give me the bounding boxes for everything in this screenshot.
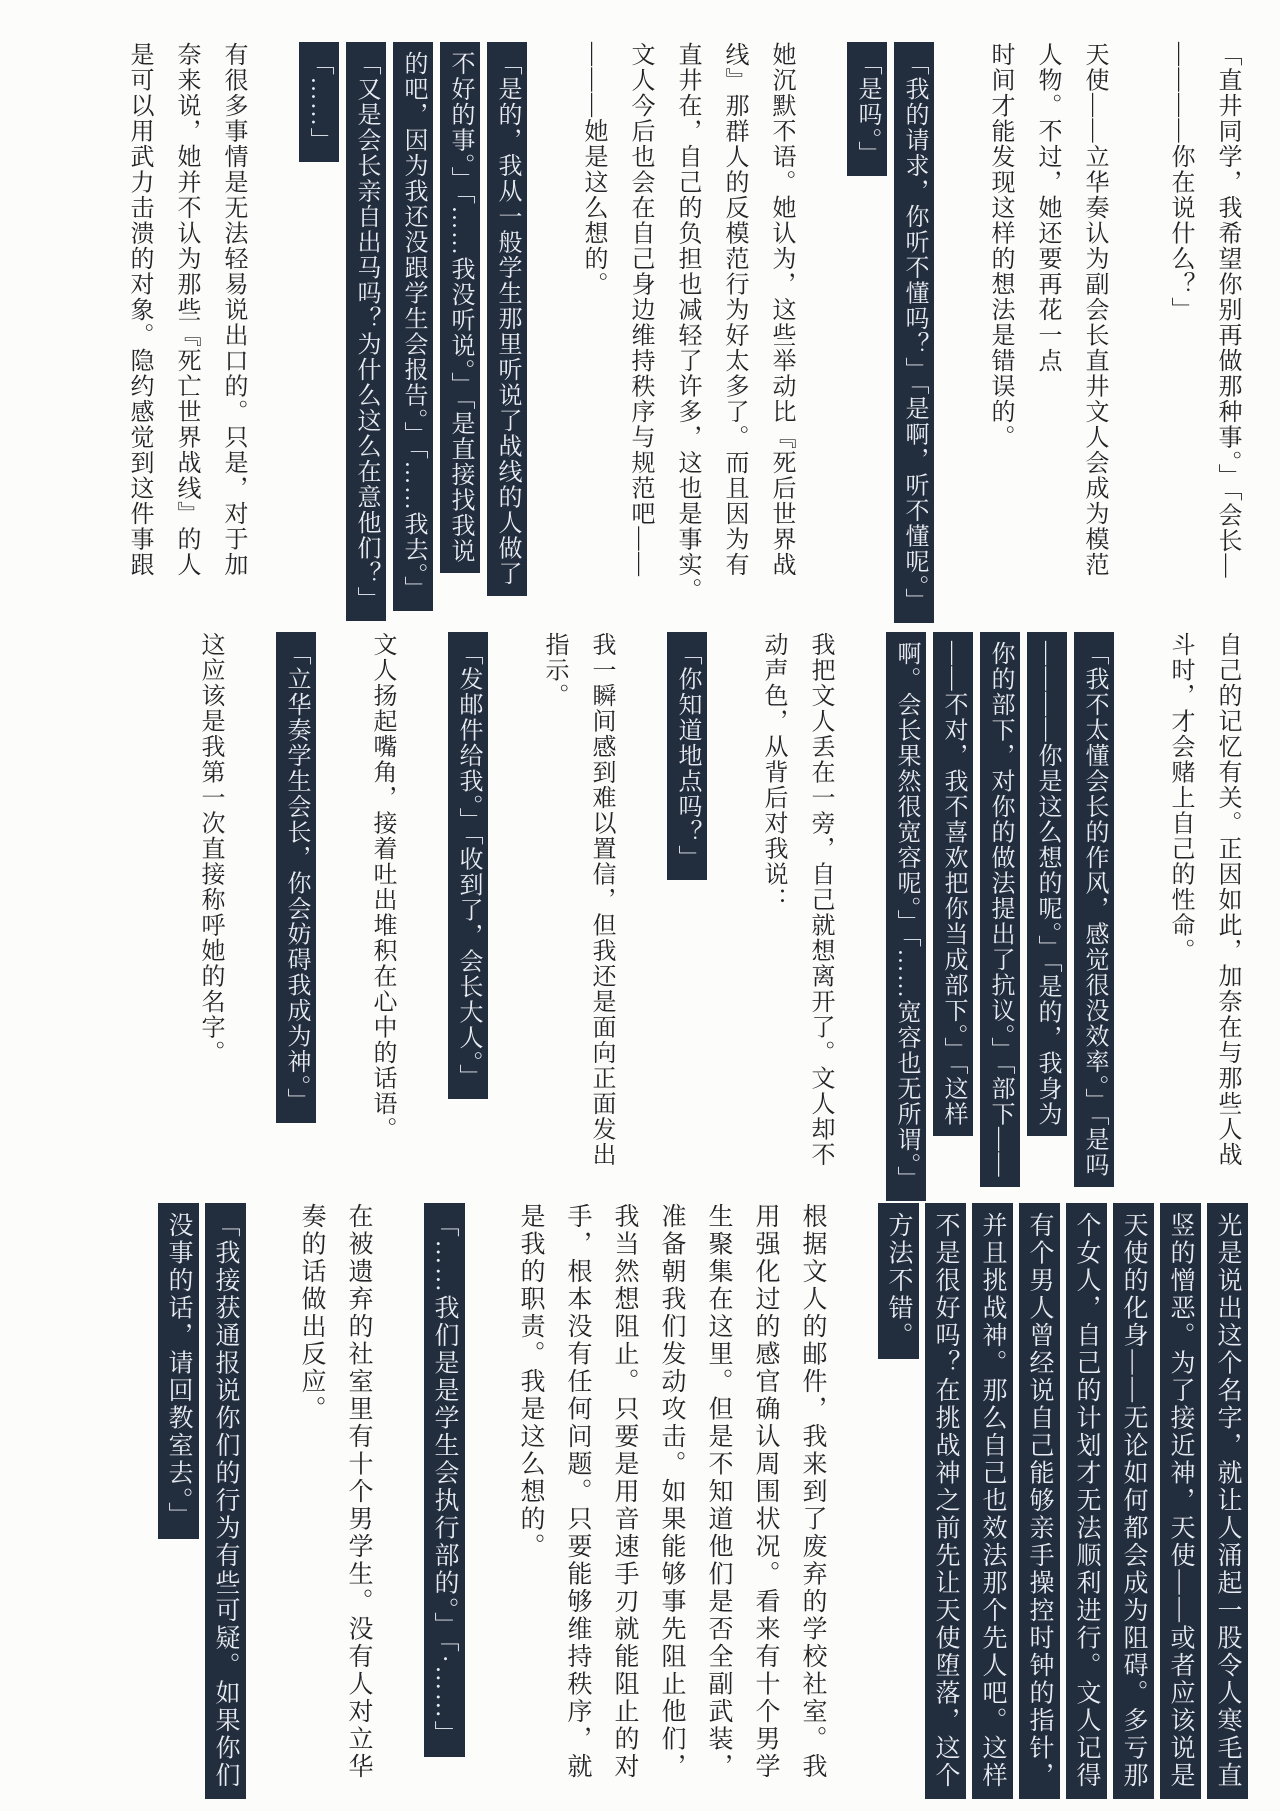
column-text: 奈来说，她并不认为那些『死亡世界战线』的人 [173, 42, 199, 578]
column-text: 个女人，自己的计划才无法顺利进行。文人记得 [1066, 1203, 1107, 1799]
column-text: 人物。不过，她还要再花一点 [1034, 42, 1060, 374]
dialogue-column [277, 632, 315, 1177]
dialogue-column [1161, 1203, 1199, 1793]
column-text: 啊。会长果然很宽容呢。」「……宽容也无所谓。」 [886, 632, 926, 1201]
column-text: 「我接获通报说你们的行为有些可疑。如果你们 [205, 1203, 246, 1799]
column-text: 时间才能发现这样的想法是错误的。 [987, 42, 1013, 450]
bottom-band [150, 1203, 1246, 1793]
narration-column [535, 632, 573, 1177]
dialogue-column [1075, 632, 1113, 1177]
narration-column [292, 1203, 330, 1793]
narration-column [668, 42, 706, 608]
column-text: 我当然想阻止。只要是用音速手刃就能阻止的对 [611, 1203, 638, 1781]
narration-column [120, 42, 158, 608]
column-text: 有很多事情是无法轻易说出口的。只是，对于加 [220, 42, 246, 578]
narration-column [801, 632, 839, 1177]
column-text: 的吧，因为我还没跟学生会报告。」「……我去。」 [393, 42, 433, 611]
column-text: 光是说出这个名字，就让人涌起一股令人寒毛直 [1207, 1203, 1248, 1799]
dialogue-column [934, 632, 972, 1177]
column-text: 是我的职责。我是这么想的。 [517, 1203, 544, 1561]
narration-column [1161, 42, 1199, 608]
top-band [111, 42, 1246, 614]
dialogue-column [668, 632, 706, 1177]
column-text: 在被遗弃的社室里有十个男学生。没有人对立华 [345, 1203, 372, 1781]
column-text: 线』那群人的反模范行为好太多了。而且因为有 [721, 42, 747, 578]
narration-column [746, 1203, 784, 1793]
dialogue-column [1067, 1203, 1105, 1793]
column-text: 天使——立华奏认为副会长直井文人会成为模范 [1081, 42, 1107, 578]
narration-column [191, 632, 229, 1177]
column-text: 有个男人曾经说自己能够亲手操控时钟的指针， [1019, 1203, 1060, 1799]
narration-column [762, 42, 800, 608]
narration-column [793, 1203, 831, 1793]
narration-column [699, 1203, 737, 1793]
column-text: 并且挑战神。那么自己也效法那个先人吧。这样 [972, 1203, 1013, 1799]
narration-column [754, 632, 792, 1177]
column-text: 指示。 [541, 632, 567, 709]
narration-column [214, 42, 252, 608]
column-text: 「是的，我从一般学生那里听说了战线的人做了 [487, 42, 527, 596]
column-text: 「立华奏学生会长，你会妨碍我成为神。」 [276, 632, 316, 1123]
narration-column [981, 42, 1019, 608]
column-text: 是可以用武力击溃的对象。隐约感觉到这件事跟 [126, 42, 152, 578]
dialogue-column [1208, 1203, 1246, 1793]
dialogue-column [1114, 1203, 1152, 1793]
dialogue-column [879, 1203, 917, 1793]
column-text: 文人今后也会在自己身边维持秩序与规范吧—— [627, 42, 653, 578]
column-text: 动声色，从背后对我说： [760, 632, 786, 913]
column-text: 「你知道地点吗？」 [667, 632, 707, 880]
dialogue-column [981, 632, 1019, 1177]
column-text: ——不对，我不喜欢把你当成部下。」「这样 [933, 632, 973, 1136]
dialogue-column [206, 1203, 244, 1793]
dialogue-column [159, 1203, 197, 1793]
narration-column [167, 42, 205, 608]
middle-band [182, 632, 1246, 1192]
column-text: 你的部下，对你的做法提出了抗议。」「部下—— [980, 632, 1020, 1187]
dialogue-column [887, 632, 925, 1192]
column-text: 不是很好吗？在挑战神之前先让天使堕落，这个 [925, 1203, 966, 1799]
narration-column [511, 1203, 549, 1793]
dialogue-column [488, 42, 526, 608]
column-text: 「直井同学，我希望你别再做那种事。」「会长— [1214, 42, 1240, 579]
dialogue-column [926, 1203, 964, 1793]
column-text: 「又是会长亲自出马吗？为什么这么在意他们？」 [346, 42, 386, 621]
column-text: 生聚集在这里。但是不知道他们是否全副武装， [705, 1203, 732, 1781]
narration-column [574, 42, 612, 608]
column-text: 准备朝我们发动攻击。如果能够事先阻止他们， [658, 1203, 685, 1781]
column-text: 我一瞬间感到难以置信，但我还是面向正面发出 [588, 632, 614, 1168]
column-text: 「我不太懂会长的作风，感觉很没效率。」「是吗 [1074, 632, 1114, 1187]
column-text: 她沉默不语。她认为，这些举动比『死后世界战 [768, 42, 794, 578]
column-text: 天使的化身——无论如何都会成为阻碍。多亏那 [1113, 1203, 1154, 1799]
dialogue-column [394, 42, 432, 608]
dialogue-column [848, 42, 886, 608]
dialogue-column [973, 1203, 1011, 1793]
column-text: 「发邮件给我。」「收到了，会长大人。」 [448, 632, 488, 1099]
narration-column [1075, 42, 1113, 608]
narration-column [1161, 632, 1199, 1177]
narration-column [339, 1203, 377, 1793]
narration-column [363, 632, 401, 1177]
column-text: 方法不错。 [878, 1203, 919, 1359]
column-text: 「是吗。」 [847, 42, 887, 176]
dialogue-column [449, 632, 487, 1177]
column-text: 文人扬起嘴角，接着吐出堆积在心中的话语。 [369, 632, 395, 1142]
column-text: ————你是这么想的呢。」「是的，我身为 [1027, 632, 1067, 1136]
narration-column [621, 42, 659, 608]
narration-column [715, 42, 753, 608]
column-text: 没事的话，请回教室去。」 [158, 1203, 199, 1539]
column-text: 根据文人的邮件，我来到了废弃的学校社室。我 [799, 1203, 826, 1781]
dialogue-column [347, 42, 385, 612]
dialogue-column [441, 42, 479, 608]
narration-column [558, 1203, 596, 1793]
column-text: 这应该是我第一次直接称呼她的名字。 [197, 632, 223, 1066]
dialogue-column [895, 42, 933, 614]
narration-column [1208, 632, 1246, 1177]
narration-column [652, 1203, 690, 1793]
narration-column [605, 1203, 643, 1793]
dialogue-column [1020, 1203, 1058, 1793]
narration-column [1208, 42, 1246, 608]
column-text: 我把文人丢在一旁，自己就想离开了。文人却不 [807, 632, 833, 1168]
column-text: 手，根本没有任何问题。只要能够维持秩序，就 [564, 1203, 591, 1781]
column-text: 「……我们是是学生会执行部的。」「·……」 [424, 1203, 465, 1757]
narration-column [582, 632, 620, 1177]
column-text: 不好的事。」「……我没听说。」「是直接找我说 [440, 42, 480, 573]
column-text: 斗时，才会赌上自己的性命。 [1167, 632, 1193, 964]
dialogue-column [425, 1203, 463, 1793]
dialogue-column [300, 42, 338, 608]
column-text: 「……」 [299, 42, 339, 162]
column-text: 「我的请求，你听不懂吗？」「是啊，听不懂呢。」 [894, 42, 934, 623]
column-text: 竖的憎恶。为了接近神，天使——或者应该说是 [1160, 1203, 1201, 1799]
column-text: 直井在，自己的负担也减轻了许多，这也是事实。 [674, 42, 700, 603]
column-text: ————你在说什么？」 [1167, 42, 1193, 323]
column-text: 奏的话做出反应。 [298, 1203, 325, 1423]
column-text: 自己的记忆有关。正因如此，加奈在与那些人战 [1214, 632, 1240, 1168]
column-text: 用强化过的感官确认周围状况。看来有十个男学 [752, 1203, 779, 1781]
column-text: ———她是这么想的。 [580, 42, 606, 297]
dialogue-column [1028, 632, 1066, 1177]
narration-column [1028, 42, 1066, 608]
